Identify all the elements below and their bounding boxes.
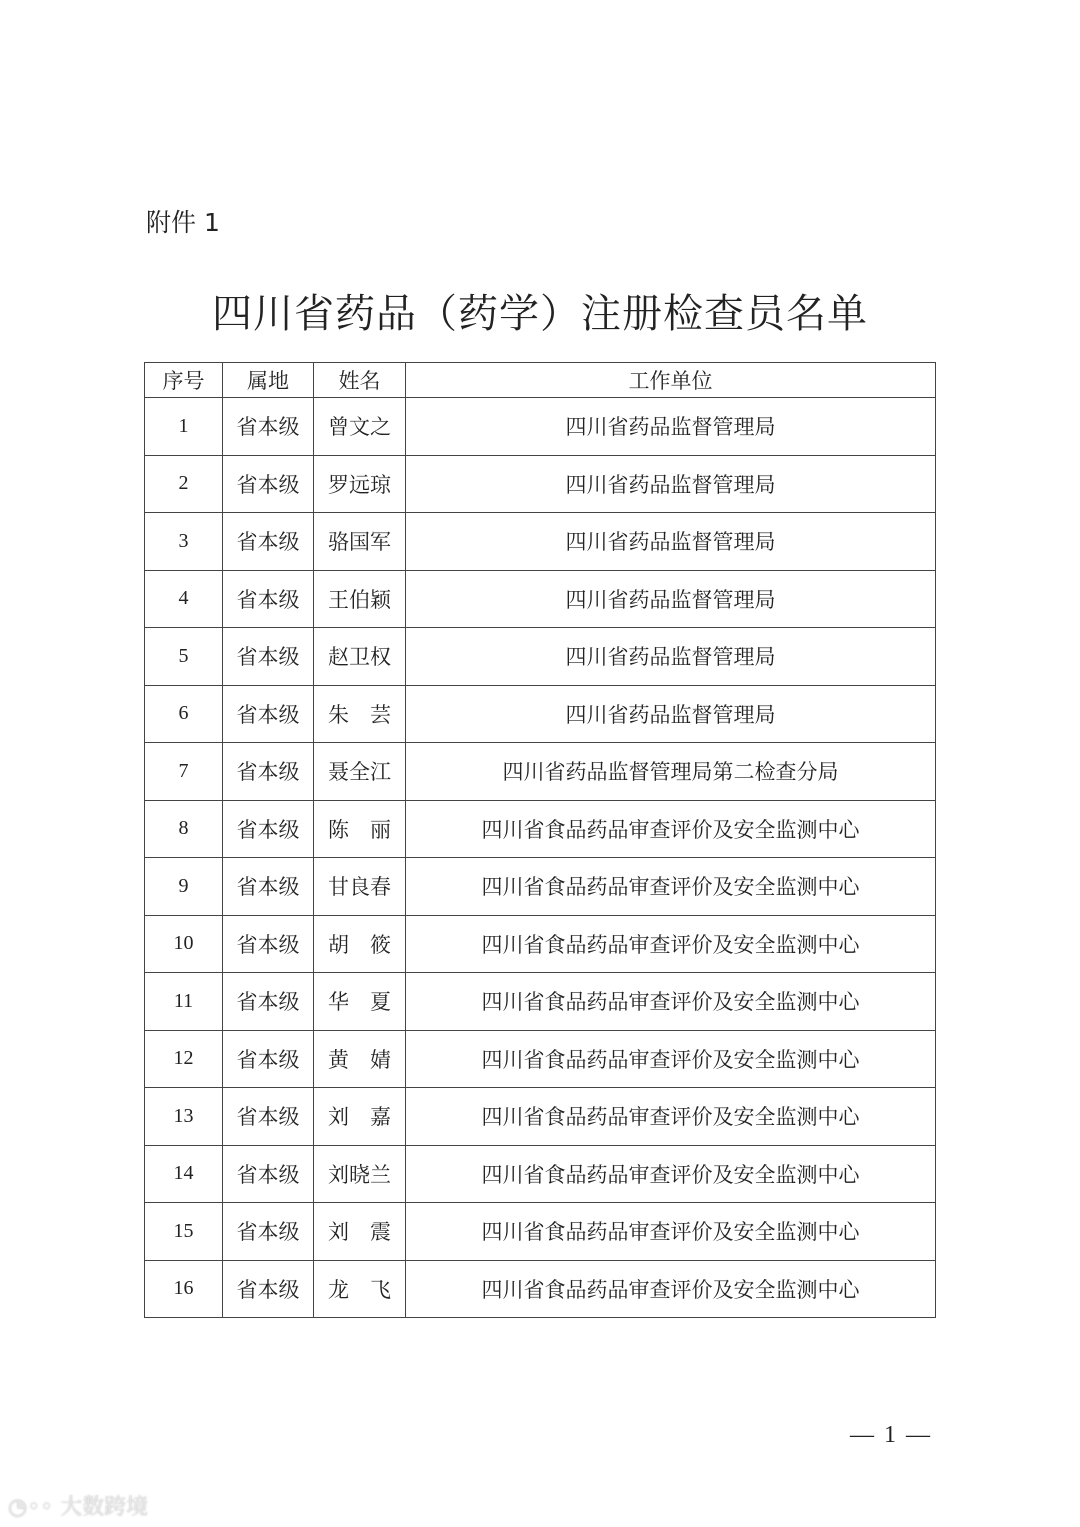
cell-name: 华 夏	[314, 973, 406, 1031]
cell-region: 省本级	[223, 1088, 314, 1146]
cell-name: 朱 芸	[314, 685, 406, 743]
cell-name: 陈 丽	[314, 800, 406, 858]
cell-workplace: 四川省食品药品审查评价及安全监测中心	[406, 1088, 936, 1146]
cell-index: 6	[145, 685, 223, 743]
header-index: 序号	[145, 363, 223, 398]
cell-workplace: 四川省药品监督管理局	[406, 455, 936, 513]
cell-name: 刘 震	[314, 1203, 406, 1261]
table-row	[145, 513, 936, 571]
cell-workplace: 四川省食品药品审查评价及安全监测中心	[406, 1030, 936, 1088]
cell-region: 省本级	[223, 1145, 314, 1203]
table-row	[145, 973, 936, 1031]
cell-index: 7	[145, 743, 223, 801]
cell-name: 黄 婧	[314, 1030, 406, 1088]
cell-index: 14	[145, 1145, 223, 1203]
cell-region: 省本级	[223, 513, 314, 571]
cell-workplace: 四川省食品药品审查评价及安全监测中心	[406, 1203, 936, 1261]
cell-name: 胡 筱	[314, 915, 406, 973]
table-row	[145, 1203, 936, 1261]
attachment-label: 附件 1	[146, 208, 220, 237]
cell-workplace: 四川省食品药品审查评价及安全监测中心	[406, 800, 936, 858]
cell-workplace: 四川省药品监督管理局	[406, 570, 936, 628]
header-region: 属地	[223, 363, 314, 398]
table-row	[145, 743, 936, 801]
header-name: 姓名	[314, 363, 406, 398]
cell-index: 9	[145, 858, 223, 916]
cell-name: 曾文之	[314, 398, 406, 456]
cell-index: 3	[145, 513, 223, 571]
table-row	[145, 1260, 936, 1318]
watermark-logo: ◔◦◦ 大数跨境	[8, 1495, 149, 1520]
cell-index: 4	[145, 570, 223, 628]
cell-region: 省本级	[223, 685, 314, 743]
table-row	[145, 858, 936, 916]
cell-region: 省本级	[223, 858, 314, 916]
cell-index: 11	[145, 973, 223, 1031]
cell-index: 15	[145, 1203, 223, 1261]
cell-name: 刘晓兰	[314, 1145, 406, 1203]
cell-workplace: 四川省药品监督管理局	[406, 398, 936, 456]
cell-workplace: 四川省食品药品审查评价及安全监测中心	[406, 1145, 936, 1203]
cell-name: 王伯颖	[314, 570, 406, 628]
cell-name: 赵卫权	[314, 628, 406, 686]
cell-workplace: 四川省药品监督管理局第二检查分局	[406, 743, 936, 801]
table-row	[145, 1088, 936, 1146]
cell-region: 省本级	[223, 570, 314, 628]
page-number: — 1 —	[850, 1422, 932, 1448]
cell-index: 13	[145, 1088, 223, 1146]
cell-region: 省本级	[223, 1030, 314, 1088]
cell-name: 骆国军	[314, 513, 406, 571]
watermark-text: 大数跨境	[60, 1495, 149, 1520]
cell-region: 省本级	[223, 1260, 314, 1318]
table-row	[145, 398, 936, 456]
cell-workplace: 四川省食品药品审查评价及安全监测中心	[406, 915, 936, 973]
cell-index: 10	[145, 915, 223, 973]
cell-index: 16	[145, 1260, 223, 1318]
cell-name: 聂全江	[314, 743, 406, 801]
cell-workplace: 四川省药品监督管理局	[406, 628, 936, 686]
table-row	[145, 685, 936, 743]
cell-region: 省本级	[223, 743, 314, 801]
cell-region: 省本级	[223, 1203, 314, 1261]
cell-workplace: 四川省食品药品审查评价及安全监测中心	[406, 973, 936, 1031]
header-workplace: 工作单位	[406, 363, 936, 398]
cell-name: 龙 飞	[314, 1260, 406, 1318]
table-row	[145, 570, 936, 628]
cell-region: 省本级	[223, 398, 314, 456]
cell-index: 1	[145, 398, 223, 456]
table-header-row	[145, 363, 936, 398]
cell-index: 2	[145, 455, 223, 513]
document-title: 四川省药品（药学）注册检查员名单	[212, 291, 868, 337]
table-row	[145, 628, 936, 686]
cell-region: 省本级	[223, 455, 314, 513]
cell-name: 甘良春	[314, 858, 406, 916]
cell-workplace: 四川省药品监督管理局	[406, 513, 936, 571]
cell-region: 省本级	[223, 973, 314, 1031]
cell-region: 省本级	[223, 800, 314, 858]
table-row	[145, 915, 936, 973]
cell-workplace: 四川省药品监督管理局	[406, 685, 936, 743]
cell-index: 8	[145, 800, 223, 858]
cell-region: 省本级	[223, 628, 314, 686]
cell-name: 罗远琼	[314, 455, 406, 513]
table-row	[145, 1145, 936, 1203]
table-row	[145, 800, 936, 858]
cell-index: 5	[145, 628, 223, 686]
inspector-table	[144, 362, 936, 1318]
cell-workplace: 四川省食品药品审查评价及安全监测中心	[406, 858, 936, 916]
table-row	[145, 1030, 936, 1088]
cell-workplace: 四川省食品药品审查评价及安全监测中心	[406, 1260, 936, 1318]
cell-region: 省本级	[223, 915, 314, 973]
cell-index: 12	[145, 1030, 223, 1088]
cell-name: 刘 嘉	[314, 1088, 406, 1146]
table-row	[145, 455, 936, 513]
